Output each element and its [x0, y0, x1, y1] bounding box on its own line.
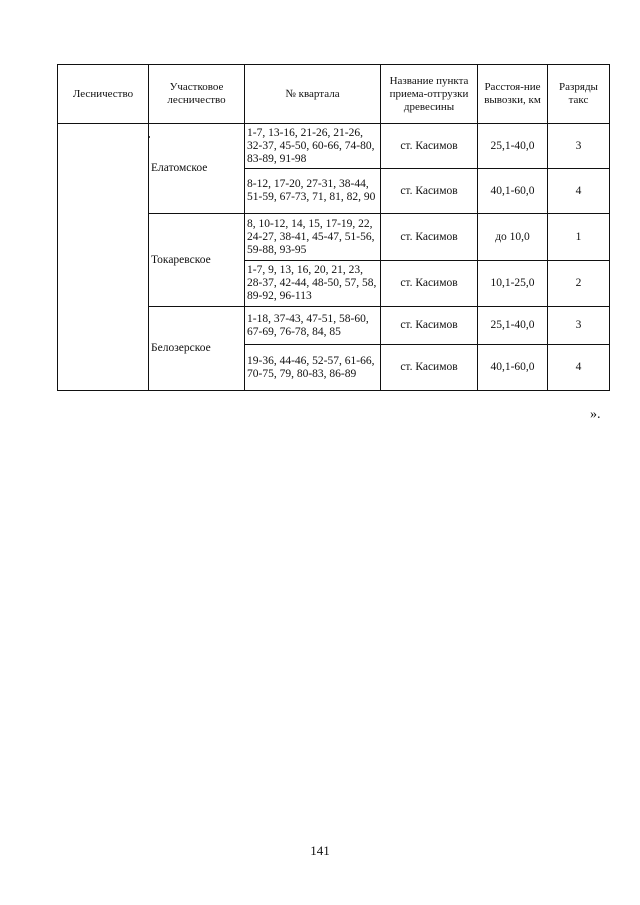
table-row	[58, 124, 610, 169]
district-cell: Токаревское	[149, 214, 245, 307]
closing-quote-mark: ».	[590, 407, 601, 422]
distance-cell: 40,1-60,0	[478, 345, 548, 391]
rank-cell: 4	[548, 345, 610, 391]
quarter-cell: 8, 10-12, 14, 15, 17-19, 22, 24-27, 38-41, 45-47, 51-56, 59-88, 93-95	[245, 214, 381, 261]
forestry-distance-table	[57, 64, 610, 391]
distance-cell: 25,1-40,0	[478, 307, 548, 345]
page-number: 141	[310, 843, 330, 858]
point-cell: ст. Касимов	[381, 169, 478, 214]
point-cell: ст. Касимов	[381, 124, 478, 169]
point-cell: ст. Касимов	[381, 214, 478, 261]
quarter-cell: 1-18, 37-43, 47-51, 58-60, 67-69, 76-78, 84, 85	[245, 307, 381, 345]
table-header-row	[58, 65, 610, 124]
header-loading-point: Название пункта приема-отгрузки древесины	[381, 65, 478, 124]
header-rank: Разряды такс	[548, 65, 610, 124]
distance-cell: 40,1-60,0	[478, 169, 548, 214]
rank-cell: 3	[548, 307, 610, 345]
forestry-cell	[58, 124, 149, 391]
distance-cell: до 10,0	[478, 214, 548, 261]
header-forestry: Лесничество	[58, 65, 149, 124]
distance-cell: 25,1-40,0	[478, 124, 548, 169]
rank-cell: 1	[548, 214, 610, 261]
rank-cell: 3	[548, 124, 610, 169]
quarter-cell: 1-7, 9, 13, 16, 20, 21, 23, 28-37, 42-44, 48-50, 57, 58, 89-92, 96-113	[245, 261, 381, 307]
quarter-cell: 8-12, 17-20, 27-31, 38-44, 51-59, 67-73, 71, 81, 82, 90	[245, 169, 381, 214]
point-cell: ст. Касимов	[381, 307, 478, 345]
quarter-cell: 1-7, 13-16, 21-26, 21-26, 32-37, 45-50, 60-66, 74-80, 83-89, 91-98	[245, 124, 381, 169]
rank-cell: 2	[548, 261, 610, 307]
header-distance: Расстоя-ние вывозки, км	[478, 65, 548, 124]
header-quarter: № квартала	[245, 65, 381, 124]
distance-cell: 10,1-25,0	[478, 261, 548, 307]
header-district: Участковое лесничество	[149, 65, 245, 124]
quarter-cell: 19-36, 44-46, 52-57, 61-66, 70-75, 79, 80-83, 86-89	[245, 345, 381, 391]
district-cell: Елатомское	[149, 124, 245, 214]
point-cell: ст. Касимов	[381, 345, 478, 391]
rank-cell: 4	[548, 169, 610, 214]
point-cell: ст. Касимов	[381, 261, 478, 307]
district-cell: Белозерское	[149, 307, 245, 391]
